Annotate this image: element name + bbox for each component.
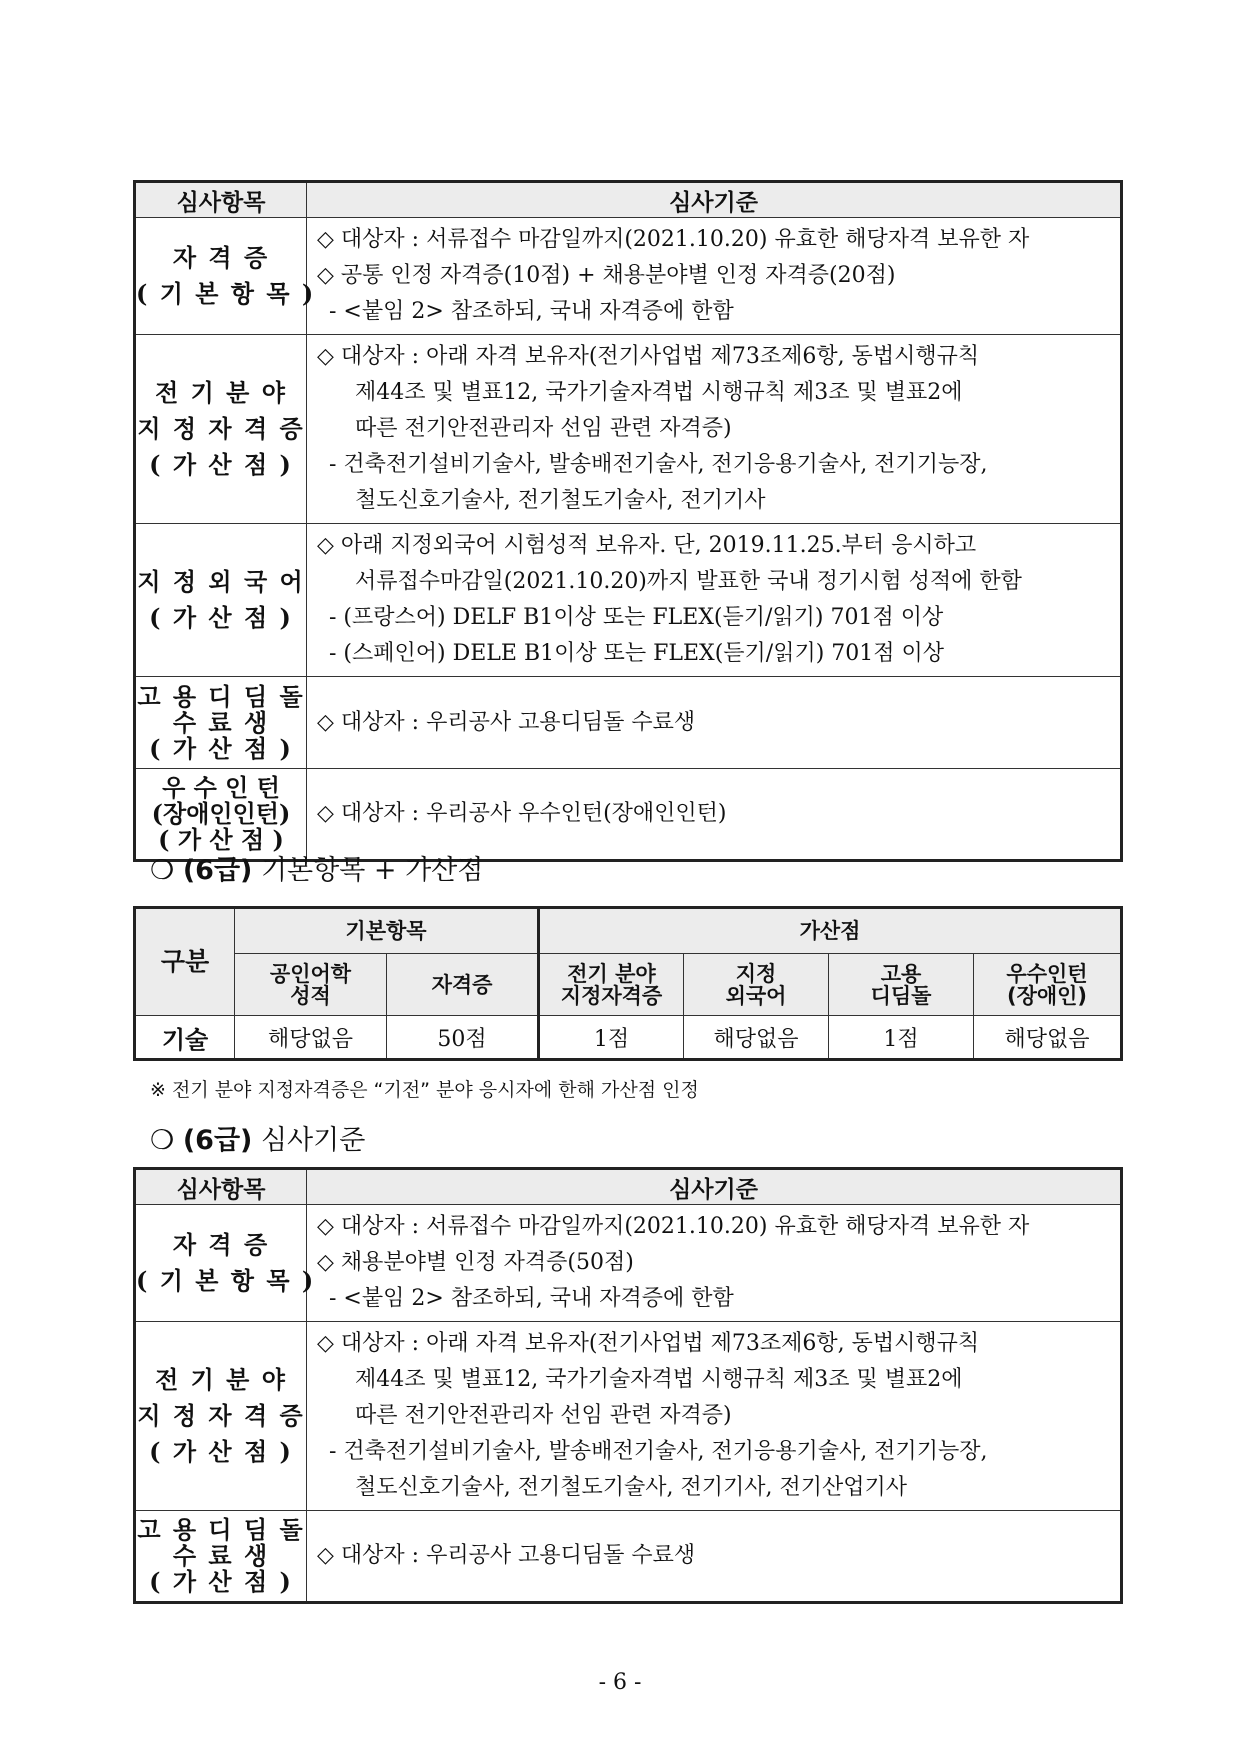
subheader: 전기 분야 지정자격증 <box>539 954 684 1016</box>
criteria-cell: ◇ 대상자 : 서류접수 마감일까지(2021.10.20) 유효한 해당자격 보유한 자 ◇ 채용분야별 인정 자격증(50점) - <붙임 2> 참조하되, 국내 자격증에 한함 <box>307 1205 1122 1322</box>
item-cell: 자 격 증 ( 기 본 항 목 ) <box>135 218 307 335</box>
criteria-cell: ◇ 대상자 : 아래 자격 보유자(전기사업법 제73조제6항, 동법시행규칙 제44조 및 별표12, 국가기술자격법 시행규칙 제3조 및 별표2에 따른 전기안전관리자 선임 관련 자격증) - 건축전기설비기술사, 발송배전기술사, 전기응용기술사, 전기기능장, 철도신호기술사, 전기철도기술사, 전기기사, 전기산업기사 <box>307 1322 1122 1511</box>
item-cell: 전 기 분 야 지 정 자 격 증 ( 가 산 점 ) <box>135 335 307 524</box>
item-cell: 고 용 디 딤 돌 수 료 생 ( 가 산 점 ) <box>135 677 307 769</box>
basic-header: 기본항목 <box>235 908 539 954</box>
bonus-header: 가산점 <box>539 908 1122 954</box>
value-cell: 해당없음 <box>974 1016 1122 1060</box>
criteria-table-2 <box>133 1167 1123 1604</box>
circle-bullet-icon: ❍ <box>150 855 175 886</box>
section-heading-2: ❍ (6급) 심사기준 <box>150 1125 366 1156</box>
criteria-table-1 <box>133 180 1123 862</box>
subheader: 지정 외국어 <box>684 954 829 1016</box>
header-item: 심사항목 <box>135 182 307 218</box>
header-criteria: 심사기준 <box>307 182 1122 218</box>
category-header: 구분 <box>135 908 235 1016</box>
criteria-cell: ◇ 대상자 : 아래 자격 보유자(전기사업법 제73조제6항, 동법시행규칙 제44조 및 별표12, 국가기술자격법 시행규칙 제3조 및 별표2에 따른 전기안전관리자 선임 관련 자격증) - 건축전기설비기술사, 발송배전기술사, 전기응용기술사, 전기기능장, 철도신호기술사, 전기철도기술사, 전기기사 <box>307 335 1122 524</box>
value-cell: 해당없음 <box>684 1016 829 1060</box>
item-cell: 지 정 외 국 어 ( 가 산 점 ) <box>135 524 307 677</box>
criteria-cell: ◇ 대상자 : 서류접수 마감일까지(2021.10.20) 유효한 해당자격 보유한 자 ◇ 공통 인정 자격증(10점) + 채용분야별 인정 자격증(20점) - <붙임 2> 참조하되, 국내 자격증에 한함 <box>307 218 1122 335</box>
value-cell: 1점 <box>539 1016 684 1060</box>
section-heading-1: ❍ (6급) 기본항목 + 가산점 <box>150 855 484 886</box>
footnote: ※ 전기 분야 지정자격증은 “기전” 분야 응시자에 한해 가산점 인정 <box>150 1079 699 1101</box>
score-table <box>133 906 1123 1061</box>
circle-bullet-icon: ❍ <box>150 1125 175 1156</box>
item-cell: 고 용 디 딤 돌 수 료 생 ( 가 산 점 ) <box>135 1511 307 1603</box>
value-cell: 50점 <box>387 1016 539 1060</box>
criteria-cell: ◇ 아래 지정외국어 시험성적 보유자. 단, 2019.11.25.부터 응시하고 서류접수마감일(2021.10.20)까지 발표한 국내 정기시험 성적에 한함 - (프랑스어) DELF B1이상 또는 FLEX(듣기/읽기) 701점 이상 - (스페인어) DELE B1이상 또는 FLEX(듣기/읽기) 701점 이상 <box>307 524 1122 677</box>
criteria-cell: ◇ 대상자 : 우리공사 고용디딤돌 수료생 <box>307 1511 1122 1603</box>
header-criteria: 심사기준 <box>307 1169 1122 1205</box>
header-item: 심사항목 <box>135 1169 307 1205</box>
subheader: 우수인턴 (장애인) <box>974 954 1122 1016</box>
criteria-cell: ◇ 대상자 : 우리공사 우수인턴(장애인인턴) <box>307 769 1122 861</box>
subheader: 자격증 <box>387 954 539 1016</box>
item-cell: 전 기 분 야 지 정 자 격 증 ( 가 산 점 ) <box>135 1322 307 1511</box>
subheader: 고용 디딤돌 <box>829 954 974 1016</box>
subheader: 공인어학 성적 <box>235 954 387 1016</box>
criteria-cell: ◇ 대상자 : 우리공사 고용디딤돌 수료생 <box>307 677 1122 769</box>
item-cell: 자 격 증 ( 기 본 항 목 ) <box>135 1205 307 1322</box>
value-cell: 1점 <box>829 1016 974 1060</box>
value-cell: 해당없음 <box>235 1016 387 1060</box>
row-label: 기술 <box>135 1016 235 1060</box>
item-cell: 우 수 인 턴 (장애인인턴) ( 가 산 점 ) <box>135 769 307 861</box>
page-number: - 6 - <box>598 1670 642 1695</box>
